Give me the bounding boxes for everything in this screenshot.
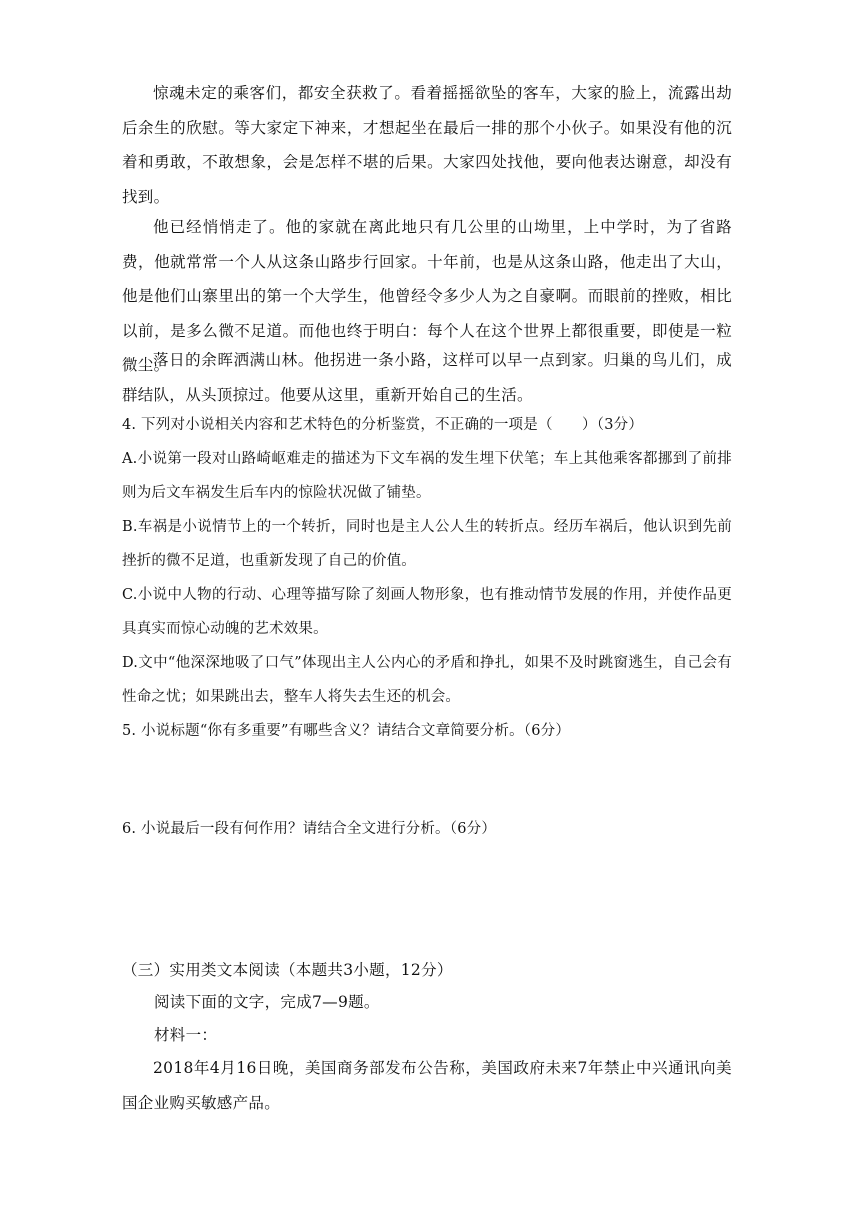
section-3-instruction: 阅读下面的文字，完成7—9题。 — [154, 993, 380, 1011]
material-1-text: 2018年4月16日晚，美国商务部发布公告称，美国政府未来7年禁止中兴通讯向美国企业购买敏感产品。 — [122, 1059, 732, 1112]
question-5: 5. 小说标题“你有多重要”有哪些含义？请结合文章简要分析。（6分） — [122, 723, 571, 739]
question-4-option-c: C.小说中人物的行动、心理等描写除了刻画人物形象，也有推动情节发展的作用，并使作品更具真实而惊心动魄的艺术效果。 — [122, 587, 732, 637]
passage-paragraph-2: 他已经悄悄走了。他的家就在离此地只有几公里的山坳里，上中学时，为了省路费，他就常常一个人从这条山路步行回家。十年前，也是从这条山路，他走出了大山，他是他们山寨里出的第一个大学生，他曾经令多少人为之自豪啊。而眼前的挫败，相比以前，是多么微不足道。而他也终于明白：每个人在这个世界上都很重要，即使是一粒微尘。 — [122, 218, 732, 374]
question-6: 6. 小说最后一段有何作用？请结合全文进行分析。（6分） — [122, 821, 497, 837]
question-4-option-d: D.文中“他深深地吸了口气”体现出主人公内心的矛盾和挣扎，如果不及时跳窗逃生，自己会有性命之忧；如果跳出去，整车人将失去生还的机会。 — [122, 655, 732, 705]
passage-paragraph-3: 落日的余晖洒满山林。他拐进一条小路，这样可以早一点到家。归巢的鸟儿们，成群结队，从头顶掠过。他要从这里，重新开始自己的生活。 — [122, 351, 732, 404]
material-1-label: 材料一： — [154, 1026, 218, 1044]
passage-paragraph-1: 惊魂未定的乘客们，都安全获救了。看着摇摇欲坠的客车，大家的脸上，流露出劫后余生的欣慰。等大家定下神来，才想起坐在最后一排的那个小伙子。如果没有他的沉着和勇敢，不敢想象，会是怎样不堪的后果。大家四处找他，要向他表达谢意，却没有找到。 — [122, 84, 732, 206]
section-3-heading: （三）实用类文本阅读（本题共3小题，12分） — [122, 961, 453, 979]
question-4: 4. 下列对小说相关内容和艺术特色的分析鉴赏，不正确的一项是（ ）（3分） — [122, 417, 644, 433]
question-4-option-b: B.车祸是小说情节上的一个转折，同时也是主人公人生的转折点。经历车祸后，他认识到先前挫折的微不足道，也重新发现了自己的价值。 — [122, 519, 732, 569]
question-4-option-a: A.小说第一段对山路崎岖难走的描述为下文车祸的发生埋下伏笔；车上其他乘客都挪到了前排则为后文车祸发生后车内的惊险状况做了铺垫。 — [122, 451, 732, 501]
